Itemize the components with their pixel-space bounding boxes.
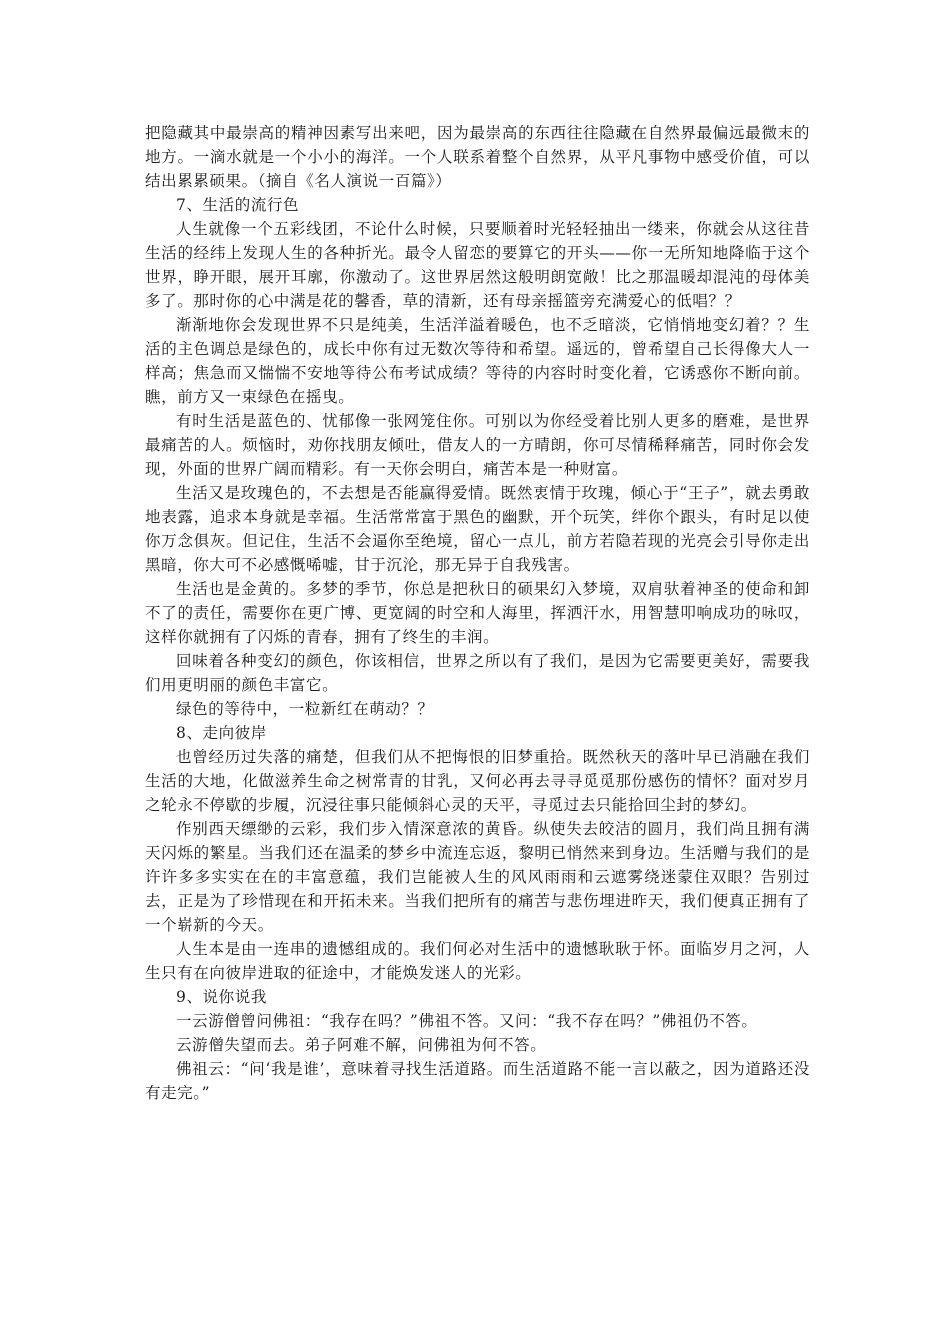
section-heading: 8、走向彼岸: [176, 724, 267, 742]
paragraph: 云游僧失望而去。弟子阿难不解，问佛祖为何不答。: [176, 1036, 547, 1054]
paragraph: 回味着各种变幻的颜色，你该相信，世界之所以有了我们，是因为它需要更美好，需要我们用更明丽的颜色丰富它。: [145, 652, 810, 694]
section-heading: 9、说你说我: [176, 988, 267, 1006]
paragraph: 作别西天缥缈的云彩，我们步入情深意浓的黄昏。纵使失去皎洁的圆月，我们尚且拥有满天闪烁的繁星。当我们还在温柔的梦乡中流连忘返，黎明已悄然来到身边。生活赠与我们的是许许多多实实在在的丰富意蕴，我们岂能被人生的风风雨雨和云遮雾绕迷蒙住双眼？告别过去，正是为了珍惜现在和开拓未来。当我们把所有的痛苦与悲伤埋进昨天，我们便真正拥有了一个崭新的今天。: [145, 820, 810, 934]
paragraph: 绿色的等待中，一粒新红在萌动？？: [176, 700, 434, 718]
paragraph: 有时生活是蓝色的、忧郁像一张网笼住你。可别以为你经受着比别人更多的磨难，是世界最痛苦的人。烦恼时，劝你找朋友倾吐，借友人的一方晴朗，你可尽情稀释痛苦，同时你会发现，外面的世界广阔而精彩。有一天你会明白，痛苦本是一种财富。: [145, 412, 810, 478]
paragraph: 佛祖云：“问‘我是谁’，意味着寻找生活道路。而生活道路不能一言以蔽之，因为道路还没有走完。”: [145, 1060, 810, 1102]
paragraph: 人生本是由一连串的遗憾组成的。我们何必对生活中的遗憾耿耿于怀。面临岁月之河，人生只有在向彼岸进取的征途中，才能焕发迷人的光彩。: [145, 940, 810, 982]
document-page: [145, 121, 810, 1105]
paragraph: 生活也是金黄的。多梦的季节，你总是把秋日的硕果幻入梦境，双肩驮着神圣的使命和卸不了的责任，需要你在更广博、更宽阔的时空和人海里，挥洒汗水，用智慧叩响成功的咏叹，这样你就拥有了闪烁的青春，拥有了终生的丰润。: [145, 580, 810, 646]
paragraph: 生活又是玫瑰色的，不去想是否能赢得爱情。既然衷情于玫瑰，倾心于“王子”，就去勇敢地表露，追求本身就是幸福。生活常常富于黑色的幽默，开个玩笑，绊你个跟头，有时足以使你万念俱灰。但记住，生活不会逼你至绝境，留心一点儿，前方若隐若现的光亮会引导你走出黑暗，你大可不必感慨唏嘘，甘于沉沦，那无异于自我残害。: [145, 484, 810, 574]
paragraph: 人生就像一个五彩线团，不论什么时候，只要顺着时光轻轻抽出一缕来，你就会从这往昔生活的经纬上发现人生的各种折光。最令人留恋的要算它的开头——你一无所知地降临于这个世界，睁开眼，展开耳廓，你激动了。这世界居然这般明朗宽敞！比之那温暖却混沌的母体美多了。那时你的心中满是花的馨香，草的清新，还有母亲摇篮旁充满爱心的低唱？？: [145, 220, 810, 310]
paragraph: 把隐藏其中最崇高的精神因素写出来吧，因为最崇高的东西往往隐藏在自然界最偏远最微末的地方。一滴水就是一个小小的海洋。一个人联系着整个自然界，从平凡事物中感受价值，可以结出累累硕果。（摘自《名人演说一百篇》）: [145, 124, 810, 190]
section-heading: 7、生活的流行色: [176, 196, 300, 214]
paragraph: 一云游僧曾问佛祖：“我存在吗？”佛祖不答。又问：“我不存在吗？”佛祖仍不答。: [176, 1012, 758, 1030]
paragraph: 渐渐地你会发现世界不只是纯美，生活洋溢着暖色，也不乏暗淡，它悄悄地变幻着？？生活的主色调总是绿色的，成长中你有过无数次等待和希望。遥远的，曾希望自己长得像大人一样高；焦急而又惴惴不安地等待公布考试成绩？等待的内容时时变化着，它诱惑你不断向前。瞧，前方又一束绿色在摇曳。: [145, 316, 810, 406]
paragraph: 也曾经历过失落的痛楚，但我们从不把悔恨的旧梦重拾。既然秋天的落叶早已消融在我们生活的大地，化做滋养生命之树常青的甘乳，又何必再去寻寻觅觅那份感伤的情怀？面对岁月之轮永不停歇的步履，沉浸往事只能倾斜心灵的天平，寻觅过去只能拾回尘封的梦幻。: [145, 748, 810, 814]
